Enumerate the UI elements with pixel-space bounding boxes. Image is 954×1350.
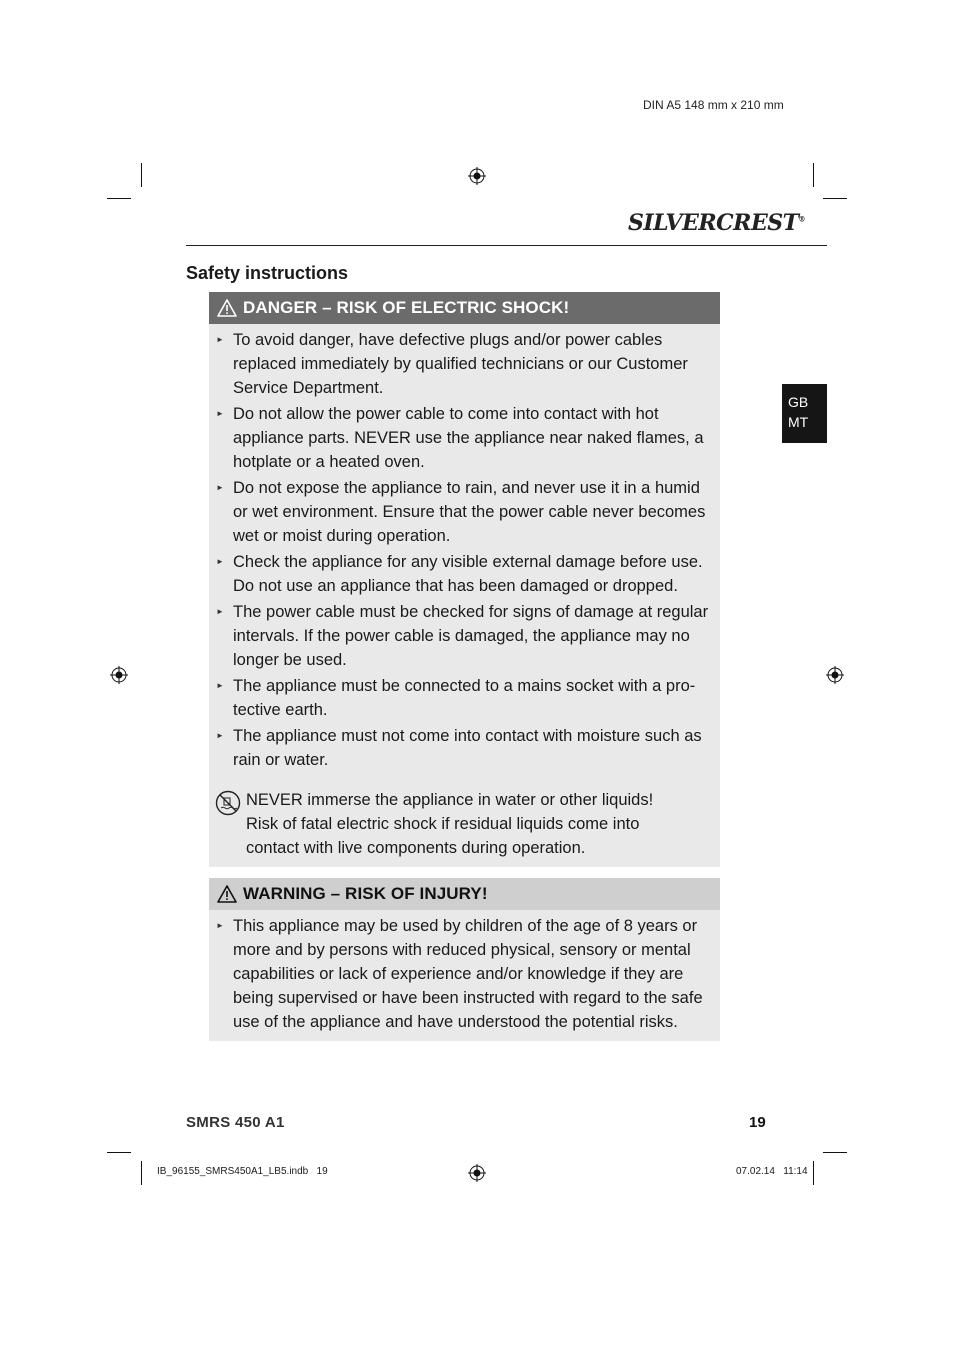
model-number: SMRS 450 A1 xyxy=(186,1114,285,1131)
registration-mark-icon xyxy=(110,666,128,684)
crop-mark xyxy=(107,198,131,199)
crop-mark xyxy=(813,163,814,187)
page-number: 19 xyxy=(749,1114,766,1131)
warning-list xyxy=(209,910,720,1034)
danger-list xyxy=(209,324,720,772)
crop-mark xyxy=(823,1152,847,1153)
crop-mark xyxy=(141,163,142,187)
list-item: ► Do not allow the power cable to come into contact with hot appliance parts. NEVER use the appliance near naked flames, a hotplate or a heated oven. xyxy=(233,402,712,474)
warning-box xyxy=(209,878,720,1041)
registration-mark-icon xyxy=(468,1164,486,1182)
language-tab xyxy=(782,384,827,443)
warning-triangle-icon xyxy=(217,299,237,317)
registration-mark-icon xyxy=(826,666,844,684)
print-timestamp: 07.02.14 11:14 xyxy=(736,1166,808,1177)
crop-mark xyxy=(141,1161,142,1185)
list-item: ► This appliance may be used by children of the age of 8 years or more and by persons with reduced physical, sensory or mental capabilities or lack of experience and/or knowledge if they are being supervised or have been instructed with regard to the safe use of the appliance and have understood the potential risks. xyxy=(233,914,712,1034)
file-name: IB_96155_SMRS450A1_LB5.indb 19 xyxy=(157,1166,328,1177)
paper-format-label: DIN A5 148 mm x 210 mm xyxy=(643,98,784,112)
header-divider xyxy=(186,245,827,246)
danger-header xyxy=(209,292,720,324)
note-text: NEVER immerse the appliance in water or other liquids! xyxy=(246,791,654,809)
list-item: ► The appliance must be connected to a mains socket with a pro-tective earth. xyxy=(233,674,712,722)
registration-mark-icon xyxy=(468,167,486,185)
brand-logo: SILVERCREST® xyxy=(628,210,805,236)
note-text: Risk of fatal electric shock if residual liquids come into xyxy=(246,815,640,833)
no-immersion-icon xyxy=(215,790,241,816)
crop-mark xyxy=(823,198,847,199)
crop-mark xyxy=(813,1161,814,1185)
list-item: ► The appliance must not come into contact with moisture such as rain or water. xyxy=(233,724,712,772)
list-item: ► Check the appliance for any visible external damage before use. Do not use an appliance that has been damaged or dropped. xyxy=(233,550,712,598)
list-item: ► Do not expose the appliance to rain, and never use it in a humid or wet environment. Ensure that the power cable never becomes wet or moist during operation. xyxy=(233,476,712,548)
language-code: GB xyxy=(788,394,809,410)
danger-box xyxy=(209,292,720,867)
immersion-note xyxy=(209,774,720,870)
danger-title: DANGER – RISK OF ELECTRIC SHOCK! xyxy=(243,298,570,317)
list-item: ► To avoid danger, have defective plugs and/or power cables replaced immediately by qualified technicians or our Customer Service Department. xyxy=(233,328,712,400)
list-item: ► The power cable must be checked for signs of damage at regular intervals. If the power cable is damaged, the appliance may no longer be used. xyxy=(233,600,712,672)
warning-header xyxy=(209,878,720,910)
warning-triangle-icon xyxy=(217,885,237,903)
language-code: MT xyxy=(788,414,809,430)
note-text: contact with live components during operation. xyxy=(246,839,586,857)
crop-mark xyxy=(107,1152,131,1153)
warning-title: WARNING – RISK OF INJURY! xyxy=(243,884,488,903)
section-title: Safety instructions xyxy=(186,263,349,283)
